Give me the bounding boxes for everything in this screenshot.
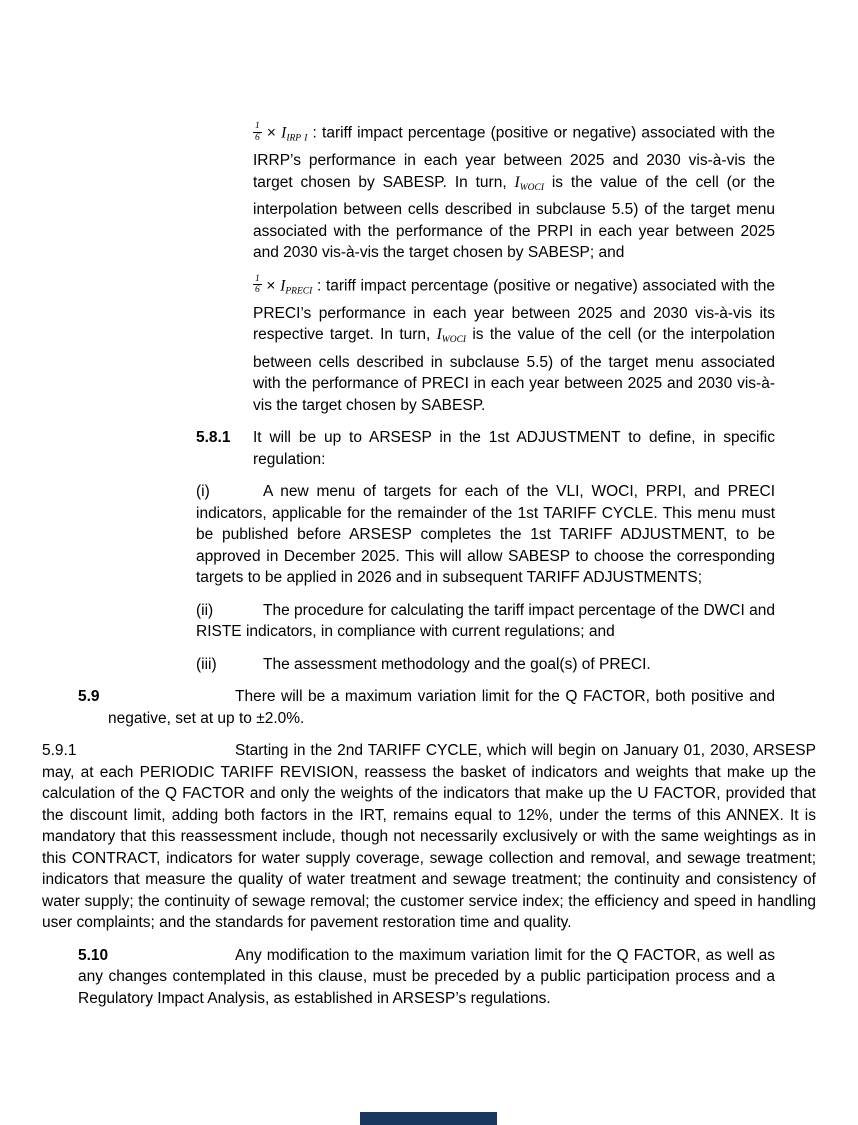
definition-irpi-text-before: : tariff impact percentage (positive or negative) associated with the IRRP’s performance in each year between 2025 and 2030 vis-à-vis the target chosen by SABESP. In turn, [253, 124, 775, 191]
definition-preci-text-after: is the value of the cell (or the interpolation between cells described in subclause 5.5) of the target menu associated with the performance of PRECI in each year between 2025 and 2030 vis-à-vis the target chosen by SABESP. [253, 326, 775, 414]
clause-5-9-number: 5.9 [78, 688, 100, 706]
multiplication-sign: × [261, 124, 282, 142]
clause-5-9 [78, 686, 775, 729]
subscript-preci: PRECI [285, 286, 313, 297]
bottom-bar [360, 1112, 497, 1125]
clause-5-8-1-text: It will be up to ARSESP in the 1st ADJUSTMENT to define, in specific regulation: [253, 429, 775, 468]
clause-5-10 [78, 945, 775, 1010]
definition-preci-paragraph [253, 275, 775, 417]
definition-irpi-text-after: is the value of the cell (or the interpolation between cells described in subclause 5.5) of the target menu associated with the performance of the PRPI in each year between 2025 and 2030 vis-à-vis the target chosen by SABESP; and [253, 173, 776, 262]
list-item-iii-text: The assessment methodology and the goal(s) of PRECI. [263, 655, 651, 673]
clause-5-10-number: 5.10 [78, 946, 109, 964]
clause-5-9-text: There will be a maximum variation limit for the Q FACTOR, both positive and negative, set at up to ±2.0%. [108, 688, 775, 727]
clause-5-9-1-number: 5.9.1 [42, 742, 77, 760]
list-item-iii [196, 654, 775, 676]
clause-5-9-1-text: Starting in the 2nd TARIFF CYCLE, which will begin on January 01, 2030, ARSESP may, at each PERIODIC TARIFF REVISION, reassess the basket of indicators and weights that make up the calculation of the Q FACTOR and only the weights of the indicators that make up the U FACTOR, provided that the discount limit, adding both factors in the IRT, remains equal to 12%, under the terms of this ANNEX. It is mandatory that this reassessment include, though not necessarily exclusively or with the same weightings as in this CONTRACT, indicators for water supply coverage, sewage collection and removal, and sewage treatment; indicators that measure the quality of water treatment and sewage treatment; the continuity and consistency of water supply; the continuity of sewage removal; the customer service index; the efficiency and speed in handling user complaints; and the standards for pavement restoration time and quality. [42, 742, 816, 932]
list-item-iii-marker: (iii) [196, 655, 217, 673]
inline-variable-I: I [436, 326, 442, 344]
clause-5-10-text: Any modification to the maximum variation limit for the Q FACTOR, as well as any changes contemplated in this clause, must be preceded by a public participation process and a Regulatory Impact Analysis, as established in ARSESP’s regulations. [78, 946, 775, 1007]
fraction-numerator: 1 [255, 121, 260, 131]
subscript-irpi: IRP I [286, 133, 308, 144]
list-item-ii-text: The procedure for calculating the tariff impact percentage of the DWCI and RISTE indicators, in compliance with current regulations; and [196, 601, 775, 641]
multiplication-sign: × [261, 277, 281, 295]
fraction-one-sixth [253, 274, 262, 297]
fraction-numerator: 1 [255, 273, 260, 284]
list-item-i-text: A new menu of targets for each of the VLI, WOCI, PRPI, and PRECI indicators, applicable for the remainder of the 1st TARIFF CYCLE. This menu must be published before ARSESP completes the 1st TARIFF ADJUSTMENT, to be approved in December 2025. This will allow SABESP to choose the corresponding targets to be applied in 2026 and in subsequent TARIFF ADJUSTMENTS; [196, 483, 775, 587]
fraction-denominator: 6 [255, 132, 260, 143]
inline-subscript-woci: WOCI [519, 182, 544, 193]
clause-5-8-1-number: 5.8.1 [196, 429, 231, 447]
inline-variable-I: I [514, 173, 520, 191]
variable-I: I [280, 277, 286, 295]
definition-irpi-paragraph [253, 122, 775, 264]
fraction-denominator: 6 [255, 285, 260, 296]
inline-subscript-woci: WOCI [441, 335, 467, 346]
fraction-one-sixth [253, 121, 262, 144]
list-item-ii-marker: (ii) [196, 601, 214, 619]
clause-5-8-1 [196, 427, 775, 470]
list-item-i [196, 481, 775, 589]
clause-5-9-1 [42, 740, 816, 934]
variable-I: I [281, 124, 287, 142]
list-item-ii [196, 600, 775, 643]
list-item-i-marker: (i) [196, 483, 210, 501]
definition-preci-text-before: : tariff impact percentage (positive or negative) associated with the PRECI’s performance in each year between 2025 and 2030 vis-à-vis its respective target. In turn, [253, 277, 775, 344]
